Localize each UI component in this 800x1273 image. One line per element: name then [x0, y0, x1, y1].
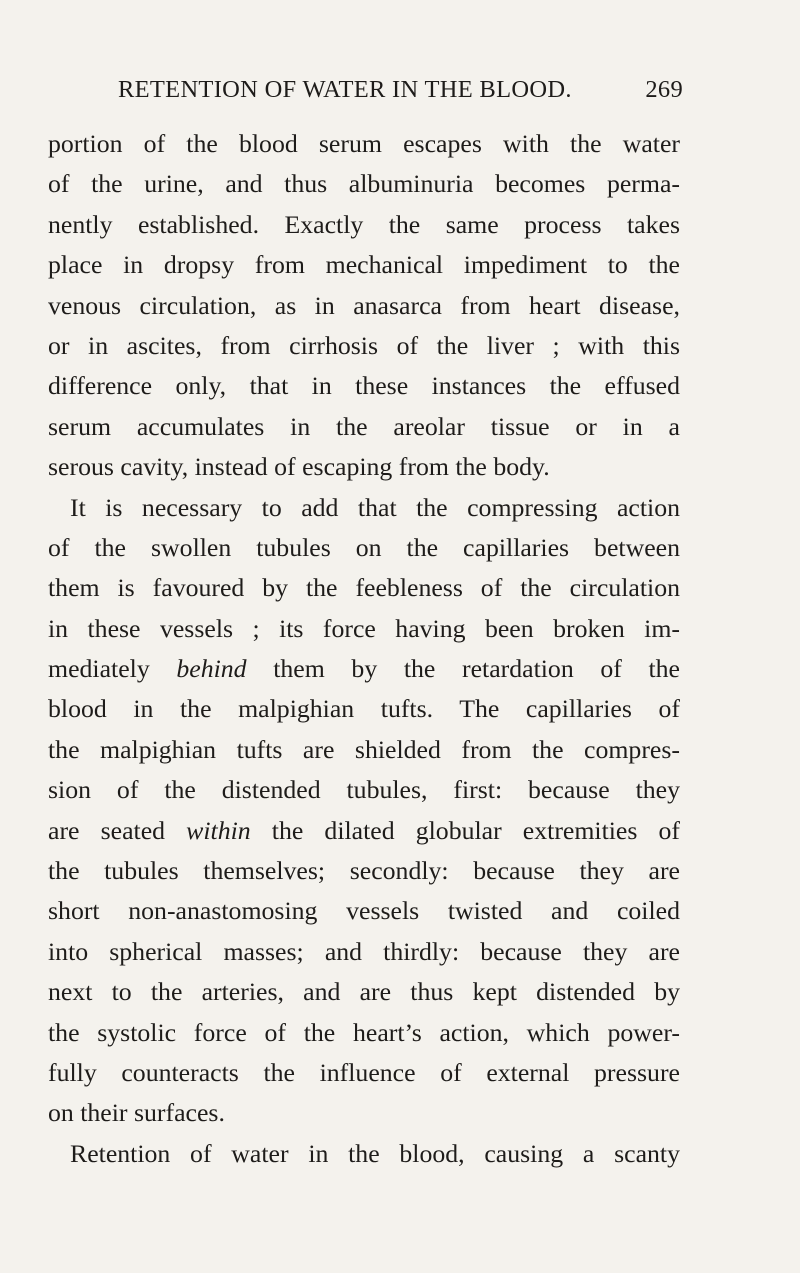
text-line: the malpighian tufts are shielded from the compres- — [48, 734, 680, 764]
paragraph-first-line: Retention of water in the blood, causing a scanty — [70, 1138, 680, 1168]
paragraph-last-line: on their surfaces. — [48, 1098, 225, 1128]
text-line: venous circulation, as in anasarca from heart disease, — [48, 290, 680, 320]
chapter-title: RETENTION OF WATER IN THE BLOOD. — [118, 76, 572, 103]
text-line: mediately behind them by the retardation of the — [48, 654, 680, 684]
text-line: them is favoured by the feebleness of the circulation — [48, 573, 680, 603]
text-line: into spherical masses; and thirdly: because they are — [48, 936, 680, 966]
text-line: place in dropsy from mechanical impediment to the — [48, 250, 680, 280]
page-number: 269 — [645, 76, 683, 103]
italic-emphasis: behind — [176, 654, 247, 684]
text-line: of the urine, and thus albuminuria becomes perma- — [48, 169, 680, 199]
text-line: of the swollen tubules on the capillaries between — [48, 532, 680, 562]
running-head — [118, 76, 683, 106]
text-line: blood in the malpighian tufts. The capillaries of — [48, 694, 680, 724]
text-line: sion of the distended tubules, first: because they — [48, 775, 680, 805]
text-line: fully counteracts the influence of external pressure — [48, 1057, 680, 1087]
text-line: short non-anastomosing vessels twisted and coiled — [48, 896, 680, 926]
text-line: in these vessels ; its force having been broken im- — [48, 613, 680, 643]
paragraph-first-line: It is necessary to add that the compressing action — [70, 492, 680, 522]
text-line: difference only, that in these instances the effused — [48, 371, 680, 401]
body-text — [48, 124, 680, 1174]
paragraph-last-line: serous cavity, instead of escaping from the body. — [48, 452, 550, 482]
text-line: next to the arteries, and are thus kept distended by — [48, 977, 680, 1007]
text-line: the systolic force of the heart’s action, which power- — [48, 1017, 680, 1047]
text-line: are seated within the dilated globular extremities of — [48, 815, 681, 845]
italic-emphasis: within — [186, 815, 251, 845]
text-line: or in ascites, from cirrhosis of the liver ; with this — [48, 330, 680, 360]
text-line: nently established. Exactly the same process takes — [48, 209, 680, 239]
text-line: the tubules themselves; secondly: because they are — [48, 856, 680, 886]
text-line: portion of the blood serum escapes with the water — [48, 129, 680, 158]
text-line: serum accumulates in the areolar tissue or in a — [48, 411, 680, 441]
